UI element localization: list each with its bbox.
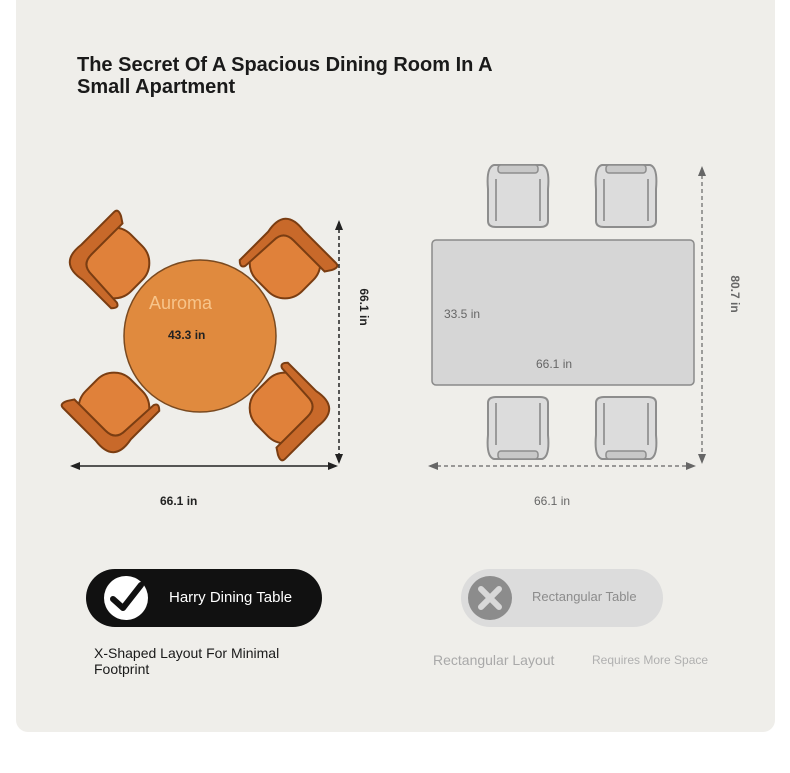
rect-overall-width-label: 66.1 in: [534, 494, 571, 508]
round-depth-label: 66.1 in: [357, 288, 371, 326]
brand-watermark: Auroma: [149, 293, 213, 313]
check-icon: [103, 575, 149, 621]
rect-chair-top-right: [596, 165, 657, 227]
round-table-diameter-label: 43.3 in: [168, 328, 206, 342]
option-label: Harry Dining Table: [169, 589, 293, 606]
x-icon: [467, 575, 513, 621]
round-width-dimension-line: [70, 462, 338, 470]
page-title: The Secret Of A Spacious Dining Room In A Small Apartment: [77, 54, 492, 98]
rect-overall-depth-label: 80.7 in: [728, 275, 742, 313]
rectangular-table-option[interactable]: [461, 569, 663, 627]
option-description: X-Shaped Layout For Minimal Footprint: [94, 645, 280, 677]
option-label: Rectangular Table: [532, 589, 637, 604]
rect-table-width-label: 66.1 in: [536, 357, 573, 371]
round-width-label: 66.1 in: [160, 494, 198, 508]
rect-table-depth-label: 33.5 in: [444, 307, 481, 321]
rect-chair-bottom-left: [488, 397, 549, 459]
rect-depth-dimension-line: [698, 166, 706, 464]
alt-option-note: Requires More Space: [592, 653, 709, 667]
rect-chair-top-left: [488, 165, 549, 227]
round-depth-dimension-line: [335, 220, 343, 464]
alt-option-description: Rectangular Layout: [433, 652, 555, 668]
rect-width-dimension-line: [428, 462, 696, 470]
rect-chair-bottom-right: [596, 397, 657, 459]
harry-dining-table-option[interactable]: [86, 569, 322, 627]
